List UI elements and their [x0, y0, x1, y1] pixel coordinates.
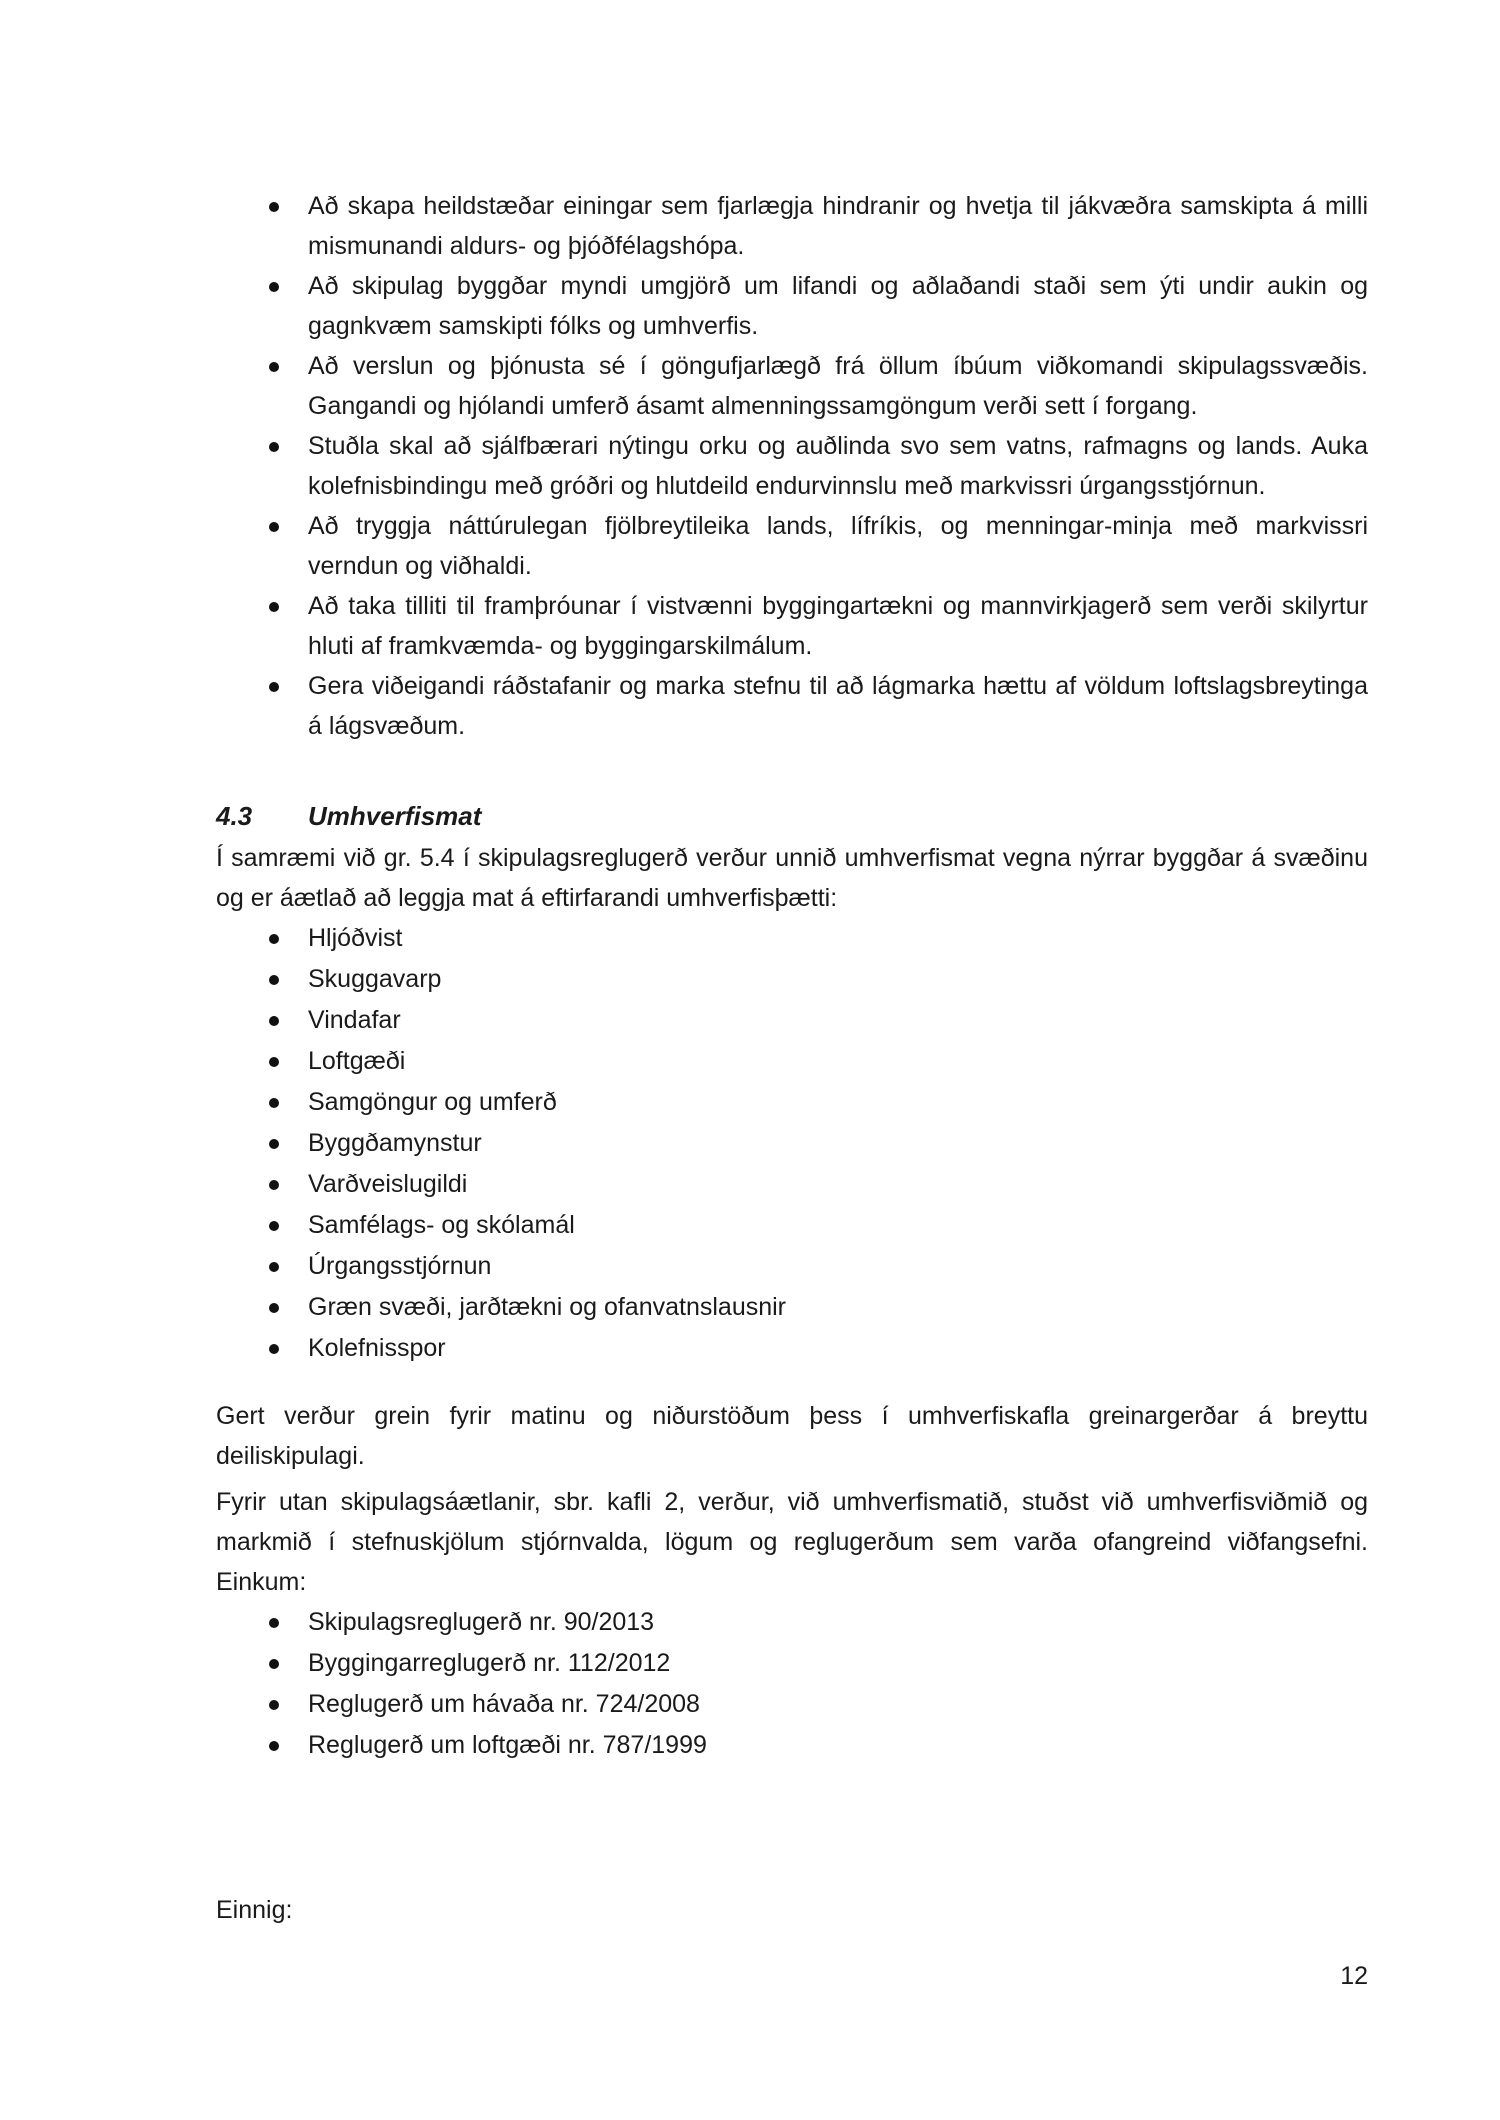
paragraph-criteria: Fyrir utan skipulagsáætlanir, sbr. kafli 2, verður, við umhverfismatið, stuðst við umhverfisviðmið og markmið í stefnuskjölum stjórnvalda, lögum og reglugerðum sem varða ofangreind viðfangsefni. Einkum:	[216, 1488, 1368, 1596]
list-item: Skuggavarp	[216, 959, 1368, 999]
list-item: Varðveislugildi	[216, 1164, 1368, 1204]
page-number: 12	[1340, 1962, 1368, 1990]
list-item: Byggingarreglugerð nr. 112/2012	[216, 1643, 1368, 1683]
section-intro: Í samræmi við gr. 5.4 í skipulagsreglugerð verður unnið umhverfismat vegna nýrrar byggðar á svæðinu og er áætlað að leggja mat á eftirfarandi umhverfisþætti:	[216, 844, 1368, 912]
list-item: Byggðamynstur	[216, 1123, 1368, 1163]
aspects-list	[216, 918, 1368, 1368]
page-content	[216, 186, 1368, 1766]
section-number: 4.3	[216, 801, 253, 831]
list-item: Samgöngur og umferð	[216, 1082, 1368, 1122]
list-item: Að skapa heildstæðar einingar sem fjarlægja hindranir og hvetja til jákvæðra samskipta á milli mismunandi aldurs- og þjóðfélagshópa.	[216, 186, 1368, 266]
list-item: Skipulagsreglugerð nr. 90/2013	[216, 1602, 1368, 1642]
section-title: Umhverfismat	[308, 801, 482, 831]
section-heading	[216, 796, 1368, 836]
list-item: Stuðla skal að sjálfbærari nýtingu orku og auðlinda svo sem vatns, rafmagns og lands. Auka kolefnisbindingu með gróðri og hlutdeild endurvinnslu með markvissri úrgangsstjórnun.	[216, 426, 1368, 506]
einnig-label: Einnig:	[216, 1896, 293, 1924]
goals-list	[216, 186, 1368, 746]
paragraph-assessment: Gert verður grein fyrir matinu og niðurstöðum þess í umhverfiskafla greinargerðar á breyttu deiliskipulagi.	[216, 1402, 1368, 1470]
list-item: Að tryggja náttúrulegan fjölbreytileika lands, lífríkis, og menningar-minja með markvissri verndun og viðhaldi.	[216, 506, 1368, 586]
list-item: Hljóðvist	[216, 918, 1368, 958]
list-item: Loftgæði	[216, 1041, 1368, 1081]
list-item: Að taka tilliti til framþróunar í vistvænni byggingartækni og mannvirkjagerð sem verði skilyrtur hluti af framkvæmda- og byggingarskilmálum.	[216, 586, 1368, 666]
list-item: Græn svæði, jarðtækni og ofanvatnslausnir	[216, 1287, 1368, 1327]
list-item: Kolefnisspor	[216, 1328, 1368, 1368]
regulations-list	[216, 1602, 1368, 1765]
list-item: Úrgangsstjórnun	[216, 1246, 1368, 1286]
list-item: Að verslun og þjónusta sé í göngufjarlægð frá öllum íbúum viðkomandi skipulagssvæðis. Gangandi og hjólandi umferð ásamt almenningssamgöngum verði sett í forgang.	[216, 346, 1368, 426]
list-item: Reglugerð um hávaða nr. 724/2008	[216, 1684, 1368, 1724]
list-item: Gera viðeigandi ráðstafanir og marka stefnu til að lágmarka hættu af völdum loftslagsbreytinga á lágsvæðum.	[216, 666, 1368, 746]
list-item: Vindafar	[216, 1000, 1368, 1040]
list-item: Að skipulag byggðar myndi umgjörð um lifandi og aðlaðandi staði sem ýti undir aukin og gagnkvæm samskipti fólks og umhverfis.	[216, 266, 1368, 346]
list-item: Samfélags- og skólamál	[216, 1205, 1368, 1245]
list-item: Reglugerð um loftgæði nr. 787/1999	[216, 1725, 1368, 1765]
